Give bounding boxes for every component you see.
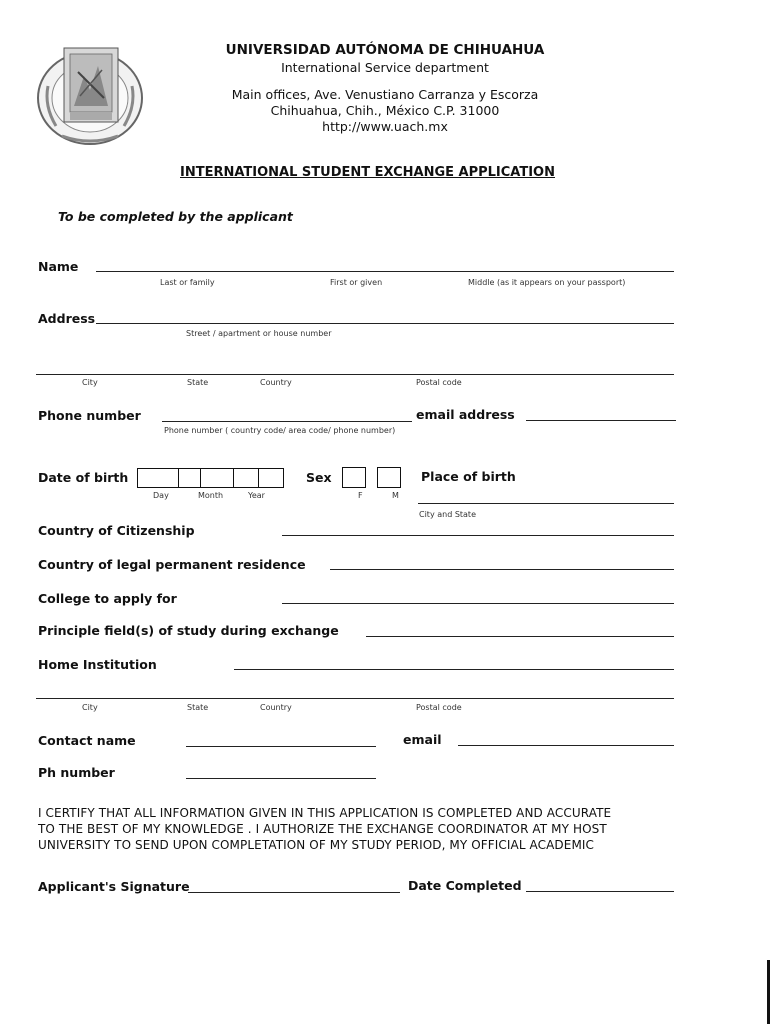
dob-divider <box>233 469 234 487</box>
certification-line-3: UNIVERSITY TO SEND UPON COMPLETATION OF MY STUDY PERIOD, MY OFFICIAL ACADEMIC <box>38 838 595 852</box>
address-hint-postal: Postal code <box>416 378 462 387</box>
dob-hint-year: Year <box>248 491 265 500</box>
address-hint-street: Street / apartment or house number <box>186 329 332 338</box>
certification-line-1: I CERTIFY THAT ALL INFORMATION GIVEN IN THIS APPLICATION IS COMPLETED AND ACCURATE <box>38 806 612 820</box>
certification-text <box>38 805 611 853</box>
contact-phone-label: Ph number <box>38 765 115 780</box>
place-of-birth-field[interactable] <box>418 503 674 504</box>
dob-hint-day: Day <box>153 491 169 500</box>
citizenship-field[interactable] <box>282 535 674 536</box>
signature-field[interactable] <box>188 892 400 893</box>
form-title: INTERNATIONAL STUDENT EXCHANGE APPLICATION <box>180 165 555 180</box>
dob-boxes[interactable] <box>137 468 284 488</box>
address-line-1: Main offices, Ave. Venustiano Carranza y Escorza <box>231 87 539 102</box>
place-of-birth-hint: City and State <box>419 510 476 519</box>
sex-male-checkbox[interactable] <box>377 467 401 488</box>
home-institution-field[interactable] <box>234 669 674 670</box>
dob-divider <box>200 469 201 487</box>
website-url: http://www.uach.mx <box>322 119 448 134</box>
sex-female-checkbox[interactable] <box>342 467 366 488</box>
field-of-study-label: Principle field(s) of study during exchange <box>38 623 339 638</box>
home-address-field[interactable] <box>36 698 674 699</box>
name-field[interactable] <box>96 271 674 272</box>
home-hint-city: City <box>82 703 98 712</box>
sex-label: Sex <box>306 470 332 485</box>
dob-hint-month: Month <box>198 491 224 500</box>
address-city-field[interactable] <box>36 374 674 375</box>
certification-line-2: TO THE BEST OF MY KNOWLEDGE . I AUTHORIZE THE EXCHANGE COORDINATOR AT MY HOST <box>38 822 607 836</box>
college-label: College to apply for <box>38 591 177 606</box>
field-of-study-field[interactable] <box>366 636 674 637</box>
name-hint-middle: Middle (as it appears on your passport) <box>468 278 626 287</box>
name-hint-last: Last or family <box>160 278 215 287</box>
instruction-text: To be completed by the applicant <box>58 209 293 224</box>
address-line-2: Chihuahua, Chih., México C.P. 31000 <box>270 103 500 118</box>
sex-hint-f: F <box>358 491 363 500</box>
home-hint-country: Country <box>260 703 292 712</box>
address-label: Address <box>38 311 96 326</box>
residence-label: Country of legal permanent residence <box>38 557 306 572</box>
address-hint-city: City <box>82 378 98 387</box>
header <box>150 42 620 134</box>
address-hint-state: State <box>187 378 209 387</box>
department-name: International Service department <box>281 60 489 75</box>
address-hint-country: Country <box>260 378 292 387</box>
date-completed-label: Date Completed <box>408 878 522 893</box>
contact-email-field[interactable] <box>458 745 674 746</box>
place-of-birth-label: Place of birth <box>421 469 516 484</box>
residence-field[interactable] <box>330 569 674 570</box>
citizenship-label: Country of Citizenship <box>38 523 195 538</box>
email-address-field[interactable] <box>526 420 676 421</box>
sex-hint-m: M <box>392 491 399 500</box>
contact-name-field[interactable] <box>186 746 376 747</box>
university-name: UNIVERSIDAD AUTÓNOMA DE CHIHUAHUA <box>225 42 545 58</box>
phone-label: Phone number <box>38 408 141 423</box>
home-institution-label: Home Institution <box>38 657 157 672</box>
contact-phone-field[interactable] <box>186 778 376 779</box>
name-label: Name <box>38 259 79 274</box>
phone-hint: Phone number ( country code/ area code/ phone number) <box>164 426 396 435</box>
college-field[interactable] <box>282 603 674 604</box>
university-seal <box>34 46 146 146</box>
address-street-field[interactable] <box>96 323 674 324</box>
dob-divider <box>258 469 259 487</box>
dob-divider <box>178 469 179 487</box>
signature-label: Applicant's Signature <box>38 879 190 894</box>
name-hint-first: First or given <box>330 278 383 287</box>
phone-field[interactable] <box>162 421 412 422</box>
dob-label: Date of birth <box>38 470 129 485</box>
home-hint-postal: Postal code <box>416 703 462 712</box>
contact-email-label: email <box>403 732 442 747</box>
date-completed-field[interactable] <box>526 891 674 892</box>
email-address-label: email address <box>416 407 515 422</box>
contact-name-label: Contact name <box>38 733 136 748</box>
home-hint-state: State <box>187 703 209 712</box>
